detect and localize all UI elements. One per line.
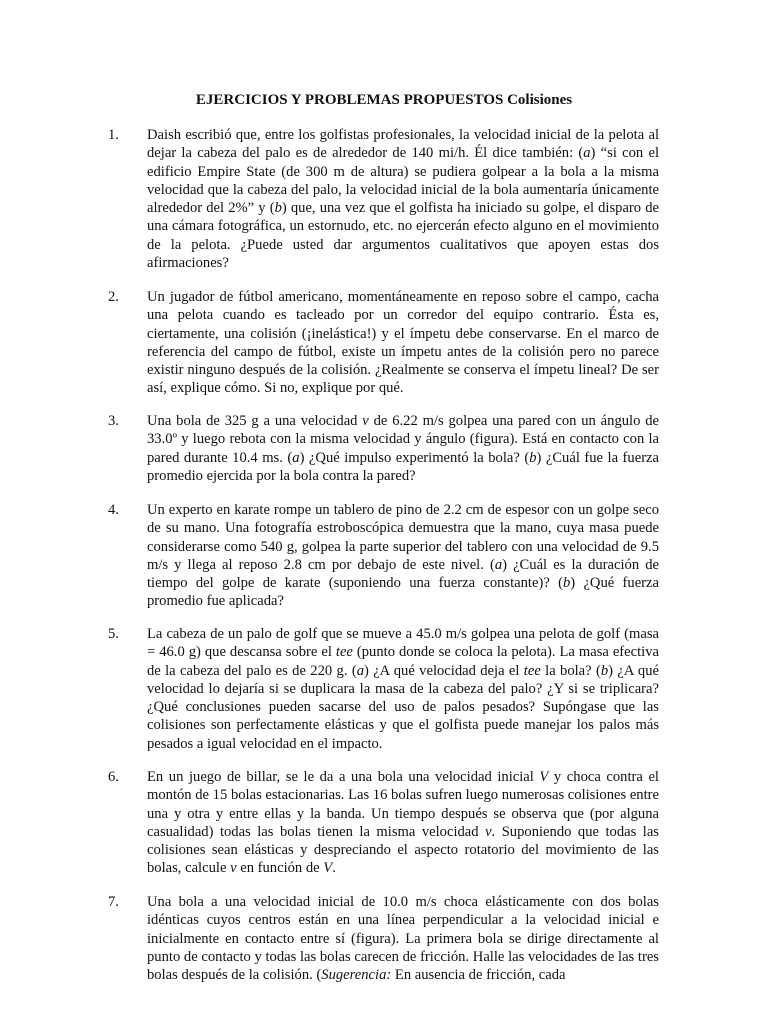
italic-run: b [562,575,571,592]
italic-run: v [485,823,492,840]
text-run: Un experto en karate rompe un tablero de pino de 2.2 cm de espesor con un golpe seco de su mano. Una fotografía estroboscópica demuestra que la mano, cuya masa puede considerarse como 540 g, golpea la parte superior del tablero con una velocidad de 9.5 m/s y llega al reposo 2.8 cm por debajo de este nivel. ( [147,502,659,573]
italic-run: tee [523,662,541,679]
text-run: Daish escribió que, entre los golfistas profesionales, la velocidad inicial de la pelota al dejar la cabeza del palo es de alrededor de 140 mi/h. Él dice también: ( [147,127,659,162]
problem-text [147,625,659,753]
text-run: Una bola a una velocidad inicial de 10.0 m/s choca elásticamente con dos bolas idénticas cuyos centros están en una línea perpendicular a la velocidad inicial e inicialmente en contacto entre sí (figura). La primera bola se dirige directamente al punto de contacto y todas las bolas carecen de fricción. Halle las velocidades de las tres bolas después de la colisión. ( [147,894,659,984]
italic-run: b [529,449,537,466]
italic-run: b [274,200,282,217]
text-run: y choca contra el montón de 15 bolas estacionarias. Las 16 bolas sufren luego numerosas colisiones entre una y otra y entre ellas y la banda. Un tiempo después se observa que (por alguna casualidad) todas las bolas tienen la misma velocidad [147,769,659,840]
text-run: de 6.22 m/s golpea una pared con un ángulo de 33.0º y luego rebota con la misma velocidad y ángulo (figura). Está en contacto con la pared durante 10.4 ms. ( [147,413,659,466]
italic-run: v [230,860,237,877]
problem-text [147,126,659,272]
text-run: . [332,860,336,877]
italic-run: a [583,145,591,162]
italic-run: a [494,556,503,573]
italic-run: tee [335,644,353,661]
text-run: ) ¿Qué fuerza promedio fue aplicada? [147,575,660,610]
problem-number: 3. [108,413,119,429]
problem-text [147,288,659,398]
text-run: ) ¿Qué impulso experimentó la bola? ( [299,449,530,466]
text-run: . Suponiendo que todas las colisiones sean elásticas y despreciando el aspecto rotatorio del movimiento de las bolas, calcule [147,823,659,877]
text-run: la bola? ( [540,662,601,679]
text-run: En ausencia de fricción, cada [391,967,566,984]
problem-text [147,412,659,485]
italic-run: v [362,413,369,429]
problem-number: 5. [108,626,119,642]
italic-run: a [292,449,300,466]
document-title: EJERCICIOS Y PROBLEMAS PROPUESTOS Colisiones [195,92,573,108]
text-run: (punto donde se coloca la pelota). La masa efectiva de la cabeza del palo es de 220 g. ( [147,644,660,679]
italic-run: V [323,860,333,877]
text-run: ) que, una vez que el golfista ha iniciado su golpe, el disparo de una cámara fotográfica, un estornudo, etc. no ejercerán efecto alguno en el movimiento de la pelota. ¿Puede usted dar argumentos cualitativos que apoyen estas dos afirmaciones? [147,200,660,272]
text-run: Un jugador de fútbol americano, momentáneamente en reposo sobre el campo, cacha una pelota cuando es tacleado por un corredor del equipo contrario. Ésta es, ciertamente, una colisión (¡inelástica!) y el ímpetu debe conservarse. En el marco de referencia del campo de fútbol, existe un ímpetu antes de la colisión pero no parece existir ninguno después de la colisión. ¿Realmente se conserva el ímpetu lineal? De ser así, explique cómo. Si no, explique por qué. [147,289,659,397]
problem-number: 7. [108,894,119,910]
problem-text [147,768,659,878]
problem-number: 6. [108,769,119,785]
problem-number: 1. [108,127,119,143]
text-run: en función de [236,860,324,877]
text-run: En un juego de billar, se le da a una bola una velocidad inicial [147,769,540,785]
text-run: ) ¿Cuál es la duración de tiempo del golpe de karate (suponiendo una fuerza constante)? ( [147,556,659,592]
problem-number: 2. [108,289,119,305]
italic-run: a [356,662,364,679]
problem-text [147,501,659,611]
italic-run: V [539,769,549,785]
text-run: La cabeza de un palo de golf que se mueve a 45.0 m/s golpea una pelota de golf (masa = 46.0 g) que descansa sobre el [147,626,659,661]
text-run: ) “si con el edificio Empire State (de 300 m de altura) se pudiera golpear a la bola a la misma velocidad que la cabeza del palo, la velocidad inicial de la bola aumentaría únicamente alrededor del 2%” y ( [147,145,659,217]
text-run: ) ¿A qué velocidad lo dejaría si se duplicara la masa de la cabeza del palo? ¿Y si se triplicara? ¿Qué conclusiones pueden sacarse del uso de palos pesados? Supóngase que las colisiones son perfectamente elásticas y que el golfista puede manejar los palos más pesados a igual velocidad en el impacto. [147,662,659,752]
italic-run: Sugerencia: [321,967,392,984]
problem-number: 4. [108,502,119,518]
text-run: Una bola de 325 g a una velocidad [147,413,363,429]
text-run: ) ¿Cuál fue la fuerza promedio ejercida por la bola contra la pared? [147,449,660,484]
italic-run: b [600,662,609,679]
text-run: ) ¿A qué velocidad deja el [363,662,524,679]
problem-text [147,893,659,984]
